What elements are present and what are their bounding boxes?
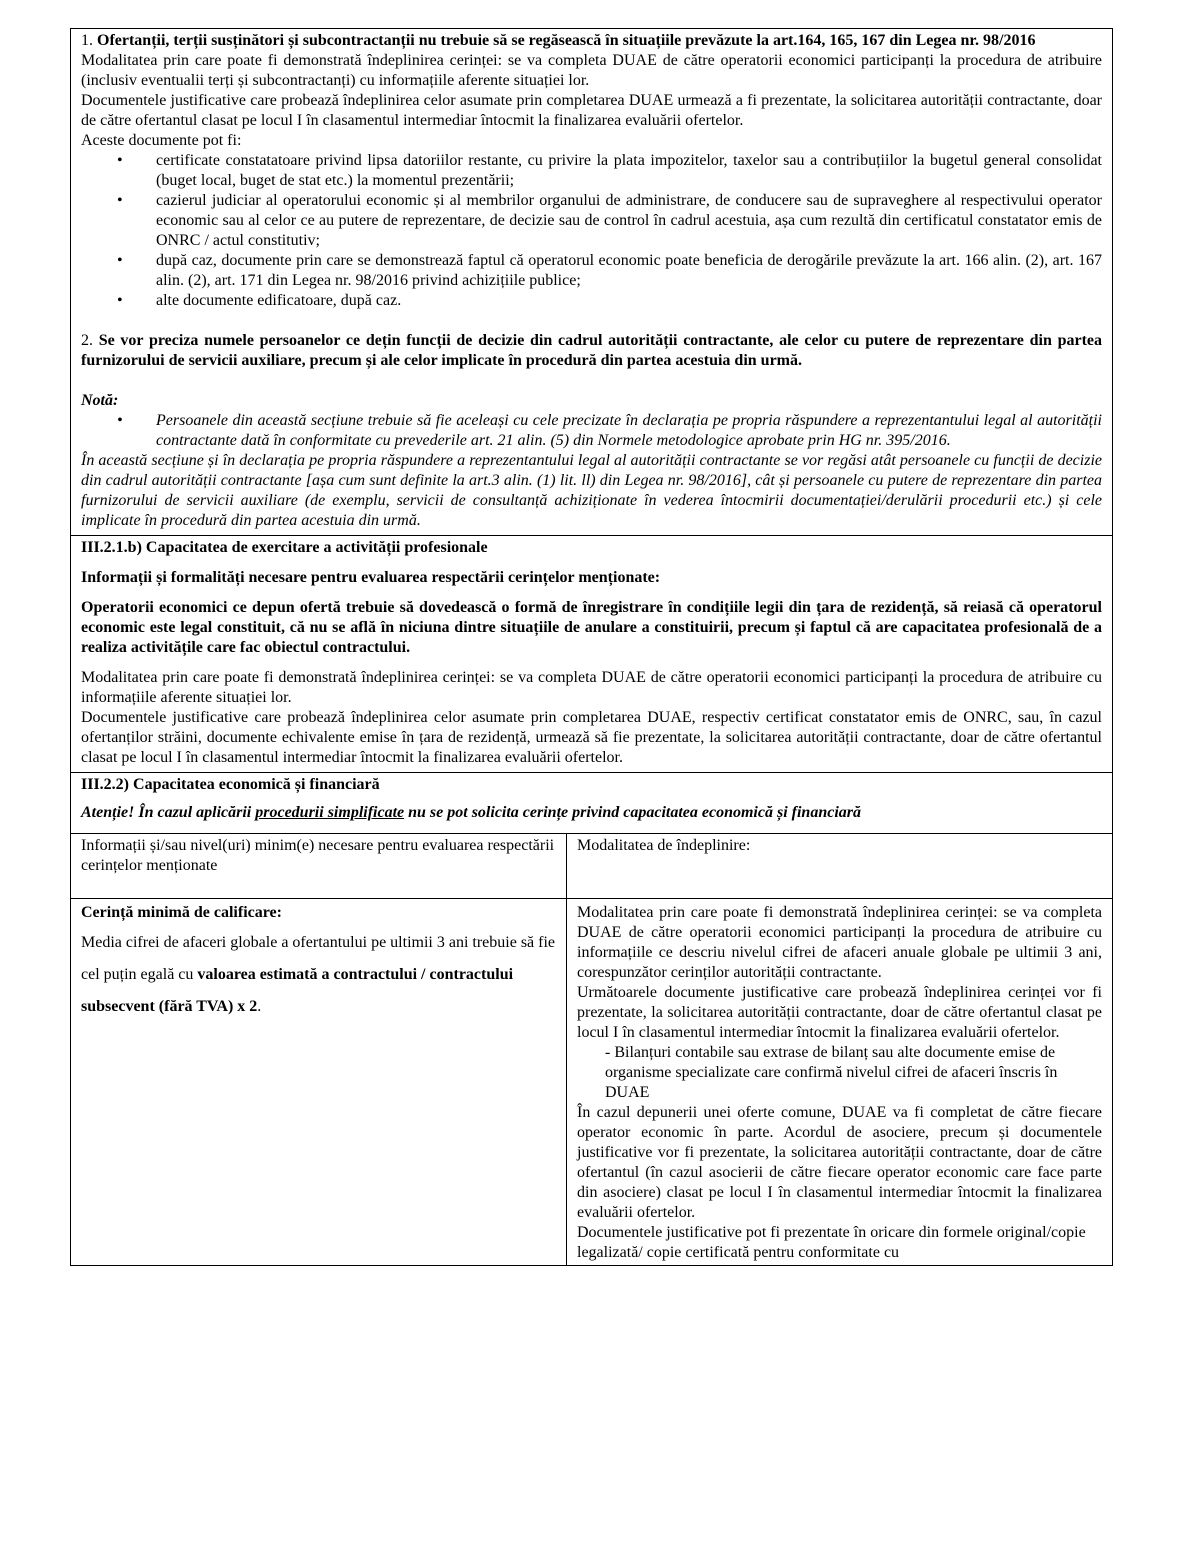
requirements-table [71,833,1112,1265]
warning-pre: Atenție! În cazul aplicării [81,804,256,821]
note-item: • Persoanele din această secțiune trebuie să fie aceleași cu cele precizate în declarația pe propria răspundere a reprezentantului legal al autorității contractante dată în conformitate cu prevederile art. 21 alin. (5) din Normele metodologice aprobate prin HG nr. 395/2016. [81,411,1102,451]
documents-list [81,151,1102,311]
heading-text: Ofertanții, terții susținători și subcontractanții nu trebuie să se regăsească în situațiile prevăzute la art.164, 165, 167 din Legea nr. 98/2016 [97,32,1036,49]
note-list [81,411,1102,451]
requirement-body-pre: Media cifrei de afaceri globale a ofertantului pe ultimii 3 ani trebuie să fie cel puțin egală cu [81,934,556,983]
section-professional-capacity [70,535,1113,772]
requirement-title: Cerință minimă de calificare: [81,904,282,921]
exclusion-para-2: Documentele justificative care probează îndeplinirea celor asumate prin completarea DUAE urmează a fi prezentate, la solicitarea autorității contractante, doar de către ofertantul clasat pe locul I în clasamentul intermediar întocmit la finalizarea evaluării ofertelor. [81,92,1102,129]
persons-heading [81,331,1102,371]
list-item: • alte documente edificatoare, după caz. [81,291,1102,311]
fulfillment-para-1: Modalitatea prin care poate fi demonstrată îndeplinirea cerinței: se va completa DUAE de către operatorii economici participanți la procedura de atribuire cu informațiile ce descriu nivelul cifrei de afaceri anuale globale pe ultimii 3 ani, corespunzător cerinților autorității contractante. [577,904,1102,981]
note-paragraph: În această secțiune și în declarația pe propria răspundere a reprezentantului legal al autorității contractante se vor regăsi atât persoanele cu funcții de decizie din cadrul autorității contractante [așa cum sunt definite la art.3 alin. (1) lit. ll) din Legea nr. 98/2016], cât și persoanele cu putere de reprezentare din partea furnizorului de servicii auxiliare (de exemplu, servicii de consultanță achiziționate în vederea întocmirii documentației/derulării procedurii etc.) și cele implicate în procedură din partea acestuia din urmă. [81,452,1102,529]
heading-number: 2. [81,332,99,349]
header-text: Modalitatea de îndeplinire: [577,837,751,854]
fulfillment-para-3: În cazul depunerii unei oferte comune, DUAE va fi completat de către fiecare operator economic în parte. Acordul de asociere, precum și documentele justificative vor fi prezentate, la solicitarea autorității contractante, doar de către ofertantul (în cazul asocierii de către fiecare operator economic care face parte din asociere) clasat pe locul I în clasamentul intermediar întocmit la finalizarea evaluării ofertelor. [577,1104,1102,1221]
exclusion-heading [81,31,1102,51]
column-header-left [71,834,567,898]
note-label: Notă: [81,392,119,409]
heading-text: Se vor preciza numele persoanelor ce dețin funcții de decizie din cadrul autorității contractante, ale celor cu putere de reprezentare din partea furnizorului de servicii auxiliare, precum și ale celor implicate în procedură din partea acestuia din urmă. [81,332,1103,369]
exclusion-para-3: Aceste documente pot fi: [81,132,242,149]
requirement-body [81,927,556,1023]
section-exclusion-criteria [70,28,1113,535]
requirement-body-bold: valoarea estimată a contractului / contractului subsecvent (fără TVA) x 2 [81,966,514,1015]
heading-number: 1. [81,32,97,49]
section-subtitle: Informații și formalități necesare pentru evaluarea respectării cerințelor menționate: [81,569,661,586]
requirement-cell [71,899,567,1265]
exclusion-para-1: Modalitatea prin care poate fi demonstrată îndeplinirea cerinței: se va completa DUAE de către operatorii economici participanți la procedura de atribuire (inclusiv eventualii terți și subcontractanți) cu informațiile aferente situației lor. [81,52,1102,89]
column-header-right [567,834,1112,898]
capacity-para-2: Documentele justificative care probează îndeplinirea celor asumate prin completarea DUAE, respectiv certificat constatator emis de ONRC, sau, în cazul ofertanților străini, documente echivalente emise în țara de rezidență, urmează să fie prezentate, la solicitarea autorității contractante, doar de către ofertantul clasat pe locul I în clasamentul intermediar întocmit la finalizarea evaluării ofertelor. [81,709,1102,766]
fulfillment-para-4: Documentele justificative pot fi prezentate în oricare din formele original/copie legalizată/ copie certificată pentru conformitate cu [577,1224,1086,1261]
list-item: • după caz, documente prin care se demonstrează faptul că operatorul economic poate beneficia de derogările prevăzute la art. 166 alin. (2), art. 167 alin. (2), art. 171 din Legea nr. 98/2016 privind achizițiile publice; [81,251,1102,291]
section-title: III.2.1.b) Capacitatea de exercitare a activității profesionale [81,539,488,556]
section-title: III.2.2) Capacitatea economică și financiară [81,776,380,793]
requirement-body-post: . [257,998,262,1015]
fulfillment-cell [567,899,1112,1265]
header-text: Informații și/sau nivel(uri) minim(e) necesare pentru evaluarea respectării cerințelor menționate [81,837,555,874]
section-economic-capacity [70,772,1113,1266]
document-page [70,28,1113,1266]
fulfillment-para-2: Următoarele documente justificative care probează îndeplinirea cerinței vor fi prezentate, la solicitarea autorității contractante, doar de către ofertantul clasat pe locul I în clasamentul intermediar întocmit la finalizarea evaluării ofertelor. [577,984,1102,1041]
capacity-para-1: Modalitatea prin care poate fi demonstrată îndeplinirea cerinței: se va completa DUAE de către operatorii economici participanți la procedura de atribuire cu informațiile aferente situației lor. [81,669,1102,706]
list-item: • certificate constatatoare privind lipsa datoriilor restante, cu privire la plata impozitelor, taxelor sau a contribuțiilor la bugetul general consolidat (buget local, buget de stat etc.) la momentul prezentării; [81,151,1102,191]
requirement-text: Operatorii economici ce depun ofertă trebuie să dovedească o formă de înregistrare în condițiile legii din țara de rezidență, să reiasă că operatorul economic este legal constituit, că nu se află în niciuna dintre situațiile de anulare a constituirii, precum și faptul că are capacitatea profesională de a realiza activitățile care fac obiectul contractului. [81,599,1102,656]
list-item: • cazierul judiciar al operatorului economic și al membrilor organului de administrare, de conducere sau de supraveghere al respectivului operator economic sau al celor ce au putere de reprezentare, de decizie sau de control în cadrul acestuia, așa cum rezultă din certificatul constatator emis de ONRC / actul constitutiv; [81,191,1102,251]
warning-emphasis: procedurii simplificate [255,804,405,821]
fulfillment-dash-item: - Bilanțuri contabile sau extrase de bilanț sau alte documente emise de organisme specializate care confirmă nivelul cifrei de afaceri înscris în DUAE [605,1044,1058,1101]
warning-text [81,803,1102,823]
warning-post: nu se pot solicita cerințe privind capacitatea economică și financiară [404,804,861,821]
